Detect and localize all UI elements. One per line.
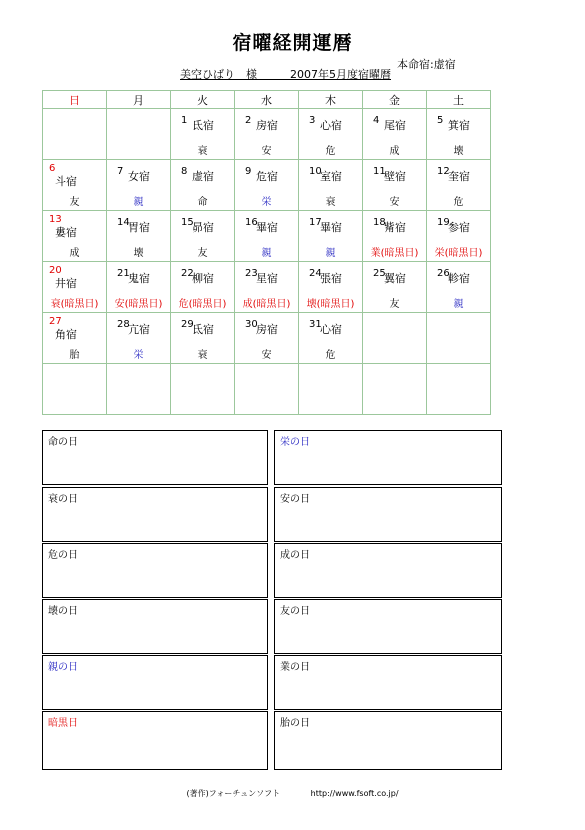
mansion-name: 翼宿 xyxy=(384,272,406,285)
relation-label: 壊(暗黒日) xyxy=(306,299,355,310)
mansion-name: 斗宿 xyxy=(55,175,77,188)
relation-label: 成 xyxy=(389,146,400,157)
legend-box xyxy=(274,487,502,542)
weekday-header-row xyxy=(43,91,491,109)
mansion-name: 房宿 xyxy=(256,119,278,132)
day-cell xyxy=(171,211,235,262)
day-cell xyxy=(363,313,427,364)
mansion-name: 虚宿 xyxy=(192,170,214,183)
relation-label: 胎 xyxy=(69,350,80,361)
day-number: 15 xyxy=(181,217,194,228)
legend-box xyxy=(274,599,502,654)
mansion-name: 参宿 xyxy=(448,221,470,234)
day-cell xyxy=(107,262,171,313)
day-cell xyxy=(299,262,363,313)
week-row xyxy=(43,262,491,313)
weekday-header: 金 xyxy=(363,91,427,109)
mansion-name: 軫宿 xyxy=(448,272,470,285)
day-number: 17 xyxy=(309,217,322,228)
day-cell xyxy=(427,364,491,415)
day-number: 18 xyxy=(373,217,386,228)
day-number: 23 xyxy=(245,268,258,279)
legend-heading: 壊の日 xyxy=(48,606,78,617)
day-cell xyxy=(299,109,363,160)
day-number: 1 xyxy=(181,115,188,126)
mansion-name: 星宿 xyxy=(256,272,278,285)
mansion-name: 氐宿 xyxy=(192,119,214,132)
legend-box xyxy=(42,487,268,542)
day-cell xyxy=(363,364,427,415)
calendar-grid xyxy=(42,90,491,415)
day-cell xyxy=(107,109,171,160)
day-number: 12 xyxy=(437,166,450,177)
day-number: 5 xyxy=(437,115,444,126)
day-cell xyxy=(363,262,427,313)
legend-heading: 暗黒日 xyxy=(48,718,78,729)
legend-box xyxy=(274,430,502,485)
day-number: 16 xyxy=(245,217,258,228)
mansion-name: 氐宿 xyxy=(192,323,214,336)
mansion-name: 心宿 xyxy=(320,119,342,132)
copyright-text: (著作)フォーチュンソフト xyxy=(186,789,281,798)
day-cell xyxy=(171,262,235,313)
day-cell xyxy=(235,313,299,364)
legend-heading: 胎の日 xyxy=(280,718,310,729)
relation-label: 成(暗黒日) xyxy=(242,299,291,310)
mansion-name: 箕宿 xyxy=(448,119,470,132)
day-cell xyxy=(299,211,363,262)
day-number: 21 xyxy=(117,268,130,279)
day-cell xyxy=(235,160,299,211)
day-number: 8 xyxy=(181,166,188,177)
day-cell xyxy=(299,160,363,211)
weekday-header: 水 xyxy=(235,91,299,109)
mansion-name: 鬼宿 xyxy=(128,272,150,285)
day-number: 14 xyxy=(117,217,130,228)
mansion-name: 胃宿 xyxy=(128,221,150,234)
week-row xyxy=(43,109,491,160)
day-number: 25 xyxy=(373,268,386,279)
relation-label: 友 xyxy=(197,248,208,259)
mansion-name: 亢宿 xyxy=(128,323,150,336)
legend-box xyxy=(274,711,502,770)
day-cell xyxy=(363,211,427,262)
relation-label: 栄 xyxy=(133,350,144,361)
mansion-name: 畢宿 xyxy=(320,221,342,234)
relation-label: 危 xyxy=(453,197,464,208)
relation-label: 親 xyxy=(261,248,272,259)
mansion-name: 女宿 xyxy=(128,170,150,183)
weekday-header: 火 xyxy=(171,91,235,109)
relation-label: 友 xyxy=(69,197,80,208)
week-row xyxy=(43,313,491,364)
relation-label: 壊 xyxy=(453,146,464,157)
day-cell xyxy=(107,313,171,364)
relation-label: 危 xyxy=(325,146,336,157)
day-number: 30 xyxy=(245,319,258,330)
relation-label: 親 xyxy=(133,197,144,208)
weekday-header: 日 xyxy=(43,91,107,109)
legend-box xyxy=(42,711,268,770)
legend-heading: 命の日 xyxy=(48,437,78,448)
footer xyxy=(0,788,585,799)
day-cell xyxy=(235,109,299,160)
relation-label: 壊 xyxy=(133,248,144,259)
relation-label: 危(暗黒日) xyxy=(178,299,227,310)
day-number: 29 xyxy=(181,319,194,330)
mansion-name: 壁宿 xyxy=(384,170,406,183)
day-number: 9 xyxy=(245,166,252,177)
day-number: 24 xyxy=(309,268,322,279)
legend-heading: 成の日 xyxy=(280,550,310,561)
day-cell xyxy=(299,313,363,364)
day-cell xyxy=(363,109,427,160)
day-number: 22 xyxy=(181,268,194,279)
week-row xyxy=(43,160,491,211)
legend-heading: 栄の日 xyxy=(280,437,310,448)
mansion-name: 危宿 xyxy=(256,170,278,183)
day-number: 3 xyxy=(309,115,316,126)
day-cell xyxy=(427,109,491,160)
relation-label: 衰 xyxy=(325,197,336,208)
mansion-name: 室宿 xyxy=(320,170,342,183)
day-cell xyxy=(43,211,107,262)
subtitle: 美空ひばり 様 2007年5月度宿曜暦 xyxy=(180,68,391,81)
relation-label: 衰 xyxy=(197,146,208,157)
mansion-name: 尾宿 xyxy=(384,119,406,132)
mansion-name: 柳宿 xyxy=(192,272,214,285)
relation-label: 業(暗黒日) xyxy=(370,248,419,259)
day-cell xyxy=(427,262,491,313)
relation-label: 衰 xyxy=(197,350,208,361)
day-cell xyxy=(43,160,107,211)
relation-label: 栄 xyxy=(261,197,272,208)
day-cell xyxy=(171,160,235,211)
day-number: 26 xyxy=(437,268,450,279)
day-cell xyxy=(235,262,299,313)
day-cell xyxy=(107,364,171,415)
relation-label: 安(暗黒日) xyxy=(114,299,163,310)
day-cell xyxy=(43,262,107,313)
relation-label: 安 xyxy=(261,146,272,157)
mansion-name: 角宿 xyxy=(55,328,77,341)
weekday-header: 月 xyxy=(107,91,171,109)
website-url[interactable]: http://www.fsoft.co.jp/ xyxy=(310,789,399,798)
relation-label: 命 xyxy=(197,197,208,208)
page-title: 宿曜経開運暦 xyxy=(232,32,353,54)
relation-label: 安 xyxy=(389,197,400,208)
day-number: 28 xyxy=(117,319,130,330)
day-cell xyxy=(171,364,235,415)
legend-box xyxy=(274,655,502,710)
relation-label: 友 xyxy=(389,299,400,310)
mansion-name: 奎宿 xyxy=(448,170,470,183)
legend-box xyxy=(42,430,268,485)
day-number: 2 xyxy=(245,115,252,126)
day-cell xyxy=(427,313,491,364)
day-cell xyxy=(427,211,491,262)
day-cell xyxy=(43,109,107,160)
legend-heading: 親の日 xyxy=(48,662,78,673)
week-row xyxy=(43,364,491,415)
legend-box xyxy=(42,655,268,710)
weekday-header: 土 xyxy=(427,91,491,109)
legend-box xyxy=(274,543,502,598)
day-cell xyxy=(363,160,427,211)
relation-label: 危 xyxy=(325,350,336,361)
legend-heading: 友の日 xyxy=(280,606,310,617)
day-cell xyxy=(171,109,235,160)
relation-label: 成 xyxy=(69,248,80,259)
legend-box xyxy=(42,543,268,598)
mansion-name: 昴宿 xyxy=(192,221,214,234)
weekday-header: 木 xyxy=(299,91,363,109)
legend-box xyxy=(42,599,268,654)
day-number: 31 xyxy=(309,319,322,330)
relation-label: 安 xyxy=(261,350,272,361)
mansion-name: 畢宿 xyxy=(256,221,278,234)
day-cell xyxy=(235,211,299,262)
day-number: 13 xyxy=(49,214,62,225)
mansion-name: 觜宿 xyxy=(384,221,406,234)
day-cell xyxy=(427,160,491,211)
honmei-label: 本命宿:虚宿 xyxy=(397,58,456,71)
day-number: 10 xyxy=(309,166,322,177)
legend-heading: 危の日 xyxy=(48,550,78,561)
mansion-name: 房宿 xyxy=(256,323,278,336)
week-row xyxy=(43,211,491,262)
day-number: 6 xyxy=(49,163,56,174)
mansion-name: 張宿 xyxy=(320,272,342,285)
day-number: 20 xyxy=(49,265,62,276)
relation-label: 親 xyxy=(453,299,464,310)
mansion-name: 婁宿 xyxy=(55,226,77,239)
day-cell xyxy=(235,364,299,415)
day-cell xyxy=(43,364,107,415)
relation-label: 親 xyxy=(325,248,336,259)
mansion-name: 井宿 xyxy=(55,277,77,290)
day-number: 27 xyxy=(49,316,62,327)
day-cell xyxy=(299,364,363,415)
day-cell xyxy=(43,313,107,364)
day-cell xyxy=(107,160,171,211)
day-number: 7 xyxy=(117,166,124,177)
legend-heading: 業の日 xyxy=(280,662,310,673)
mansion-name: 心宿 xyxy=(320,323,342,336)
day-number: 4 xyxy=(373,115,380,126)
relation-label: 衰(暗黒日) xyxy=(50,299,99,310)
relation-label: 栄(暗黒日) xyxy=(434,248,483,259)
legend-heading: 安の日 xyxy=(280,494,310,505)
legend-heading: 衰の日 xyxy=(48,494,78,505)
day-cell xyxy=(171,313,235,364)
day-number: 11 xyxy=(373,166,386,177)
day-number: 19 xyxy=(437,217,450,228)
day-cell xyxy=(107,211,171,262)
